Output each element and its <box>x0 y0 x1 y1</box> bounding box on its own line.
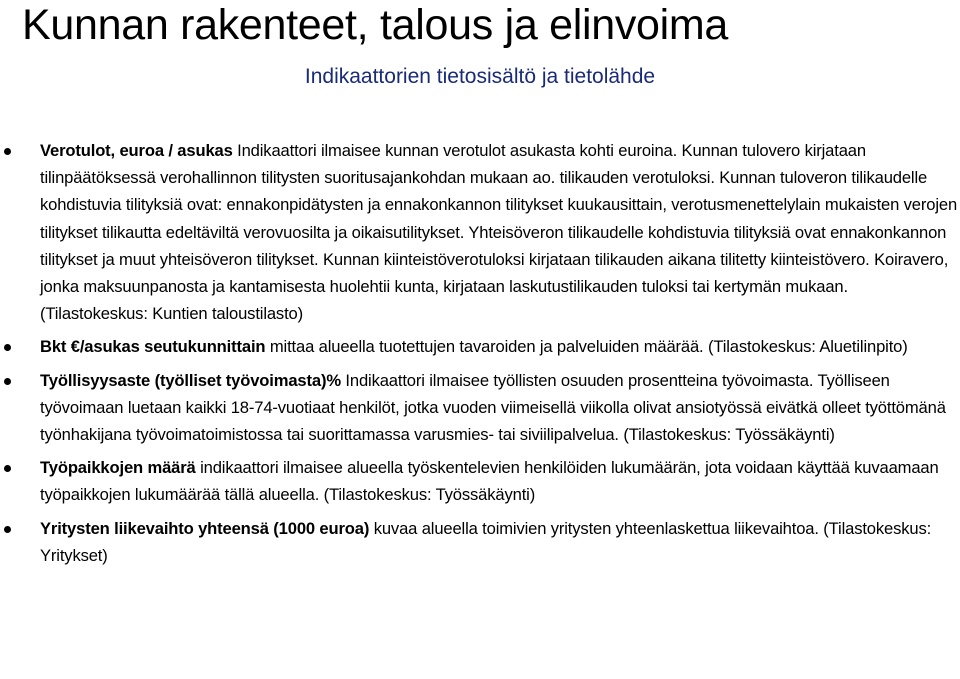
bullet-text: mittaa alueella tuotettujen tavaroiden ja palveluiden määrää. (Tilastokeskus: Aluetilinpito) <box>265 337 908 357</box>
bullet-tax-revenue <box>0 137 960 327</box>
bullet-company-turnover <box>0 515 960 569</box>
bullet-text: Indikaattori ilmaisee työllisten osuuden prosentteina työvoimasta. Työlliseen työvoimaan luetaan kaikki 18-74-vuotiaat henkilöt, jotka vuoden viimeisellä viikolla olivat ansiotyössä eivätkä olleet työttömänä työnhakijana työvoimatoimistossa tai suorittamassa varusmies- tai siviilipalvelua. (Tilastokeskus: Työssäkäynti) <box>40 370 946 445</box>
bullet-dot-icon <box>4 344 11 351</box>
bullet-term: Työllisyysaste (työlliset työvoimasta)% <box>40 370 341 390</box>
bullet-dot-icon <box>4 378 11 385</box>
bullet-gdp-per-capita <box>0 333 960 360</box>
slide-subtitle: Indikaattorien tietosisältö ja tietolähde <box>304 65 656 88</box>
slide-title: Kunnan rakenteet, talous ja elinvoima <box>22 1 729 49</box>
bullet-term: Työpaikkojen määrä <box>40 458 196 478</box>
bullet-dot-icon <box>4 526 11 533</box>
indicator-list <box>0 137 960 569</box>
bullet-text: Indikaattori ilmaisee kunnan verotulot asukasta kohti euroina. Kunnan tulovero kirjataan tilinpäätöksessä verohallinnon tilitysten suoritusajankohdan mukaan ao. tilikauden verotuloksi. Kunnan tuloveron tilikaudelle kohdistuvia tilityksiä ovat: ennakonpidätysten ja ennakonkannon tilitykset kuukausittain, verotusmenettelylain mukaisten verojen tilitykset tilikautta edeltäviltä verovuosilta ja oikaisutilitykset. Yhteisöveron tilikaudelle kohdistuvia tilityksiä ovat ennakonkannon tilitykset ja muut yhteisöveron tilitykset. Kunnan kiinteistöverotuloksi kirjataan tilikauden aikana tilitetty kiinteistövero. Koiravero, jonka maksuunpanosta ja kantamisesta huolehtii kunta, kirjataan laskutustilikauden tuloksi tai kertymän mukaan. (Tilastokeskus: Kuntien taloustilasto) <box>40 141 958 324</box>
bullet-term: Verotulot, euroa / asukas <box>40 141 233 160</box>
bullet-employment-rate <box>0 367 960 449</box>
bullet-text: indikaattori ilmaisee alueella työskentelevien henkilöiden lukumäärän, jota voidaan käyttää kuvaamaan työpaikkojen lukumäärää tällä alueella. (Tilastokeskus: Työssäkäynti) <box>40 458 939 505</box>
bullet-number-of-jobs <box>0 454 960 508</box>
bullet-dot-icon <box>4 148 11 155</box>
bullet-term: Yritysten liikevaihto yhteensä (1000 euroa) <box>40 518 370 538</box>
bullet-text: kuvaa alueella toimivien yritysten yhteenlaskettua liikevaihtoa. (Tilastokeskus: Yritykset) <box>40 518 932 565</box>
bullet-dot-icon <box>4 465 11 472</box>
bullet-term: Bkt €/asukas seutukunnittain <box>40 337 266 357</box>
